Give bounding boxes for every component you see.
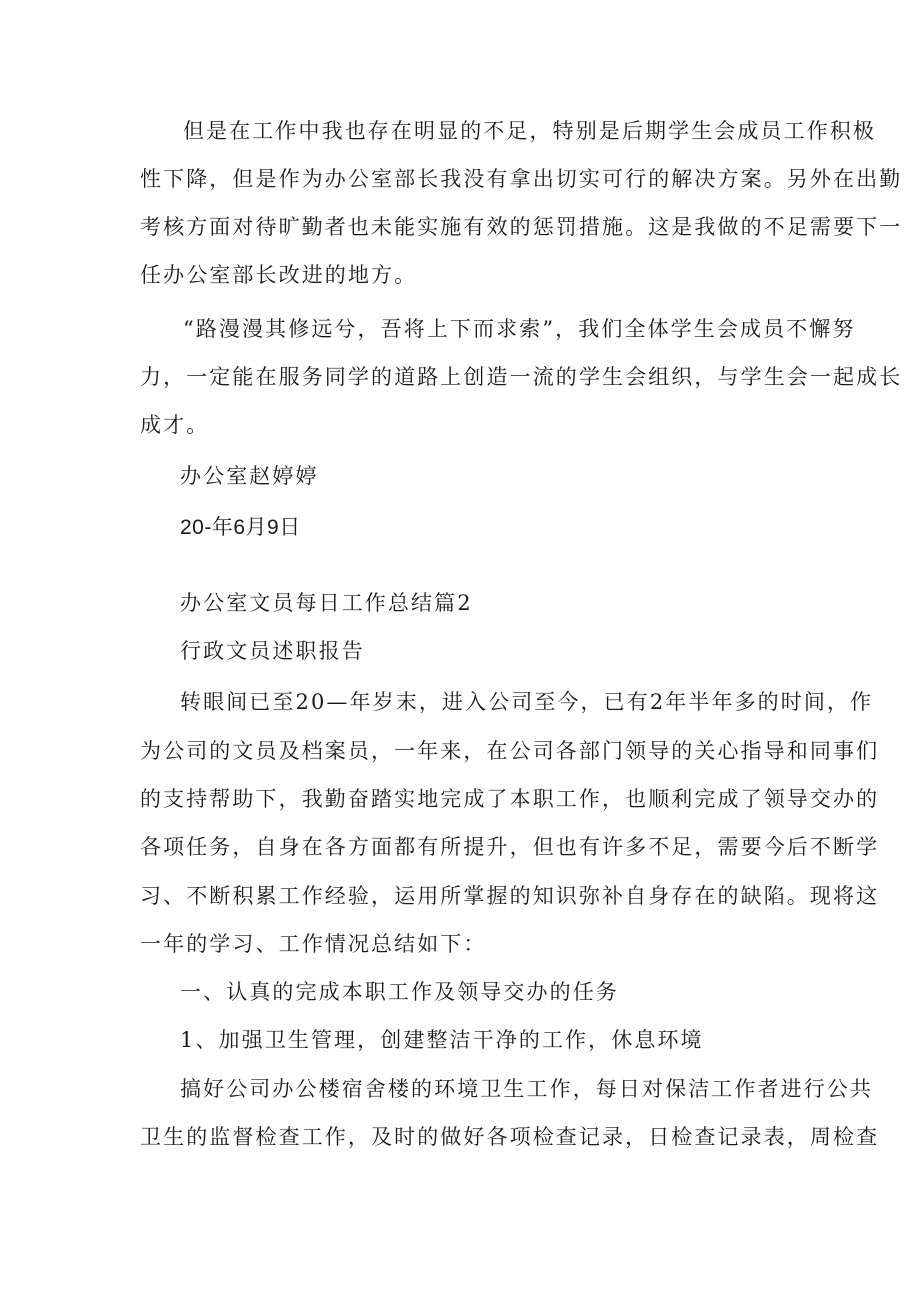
signature: 办公室赵婷婷 (180, 464, 319, 488)
section-title: 办公室文员每日工作总结篇2 (180, 591, 473, 615)
paragraph-line: 考核方面对待旷勤者也未能实施有效的惩罚措施。这是我做的不足需要下一 (140, 215, 903, 239)
paragraph-line: 卫生的监督检查工作，及时的做好各项检查记录，日检查记录表，周检查 (140, 1125, 880, 1149)
paragraph-line: 任办公室部长改进的地方。 (140, 263, 418, 287)
paragraph-line: 搞好公司办公楼宿舍楼的环境卫生工作，每日对保洁工作者进行公共 (180, 1077, 873, 1101)
paragraph-line: 转眼间已至20—年岁末，进入公司至今，已有2年半年多的时间，作 (180, 690, 874, 714)
paragraph-line: 一年的学习、工作情况总结如下： (140, 932, 487, 956)
heading-level-1: 一、认真的完成本职工作及领导交办的任务 (180, 980, 619, 1004)
paragraph-line: “路漫漫其修远兮，吾将上下而求索”，我们全体学生会成员不懈努 (183, 317, 856, 341)
paragraph-line: 力，一定能在服务同学的道路上创造一流的学生会组织，与学生会一起成长 (140, 365, 903, 389)
paragraph-line: 性下降，但是作为办公室部长我没有拿出切实可行的解决方案。另外在出勤 (140, 167, 903, 191)
paragraph-line: 习、不断积累工作经验，运用所掌握的知识弥补自身存在的缺陷。现将这 (140, 884, 880, 908)
paragraph-line: 的支持帮助下，我勤奋踏实地完成了本职工作，也顺利完成了领导交办的 (140, 787, 880, 811)
paragraph-line: 成才。 (140, 413, 210, 437)
report-title: 行政文员述职报告 (180, 639, 365, 663)
heading-level-2: 1、加强卫生管理，创建整洁干净的工作，休息环境 (180, 1028, 704, 1052)
paragraph-line: 为公司的文员及档案员，一年来，在公司各部门领导的关心指导和同事们 (140, 739, 880, 763)
date: 20-年6月9日 (180, 516, 301, 539)
paragraph-line: 但是在工作中我也存在明显的不足，特别是后期学生会成员工作积极 (183, 119, 876, 143)
paragraph-line: 各项任务，自身在各方面都有所提升，但也有许多不足，需要今后不断学 (140, 835, 880, 859)
